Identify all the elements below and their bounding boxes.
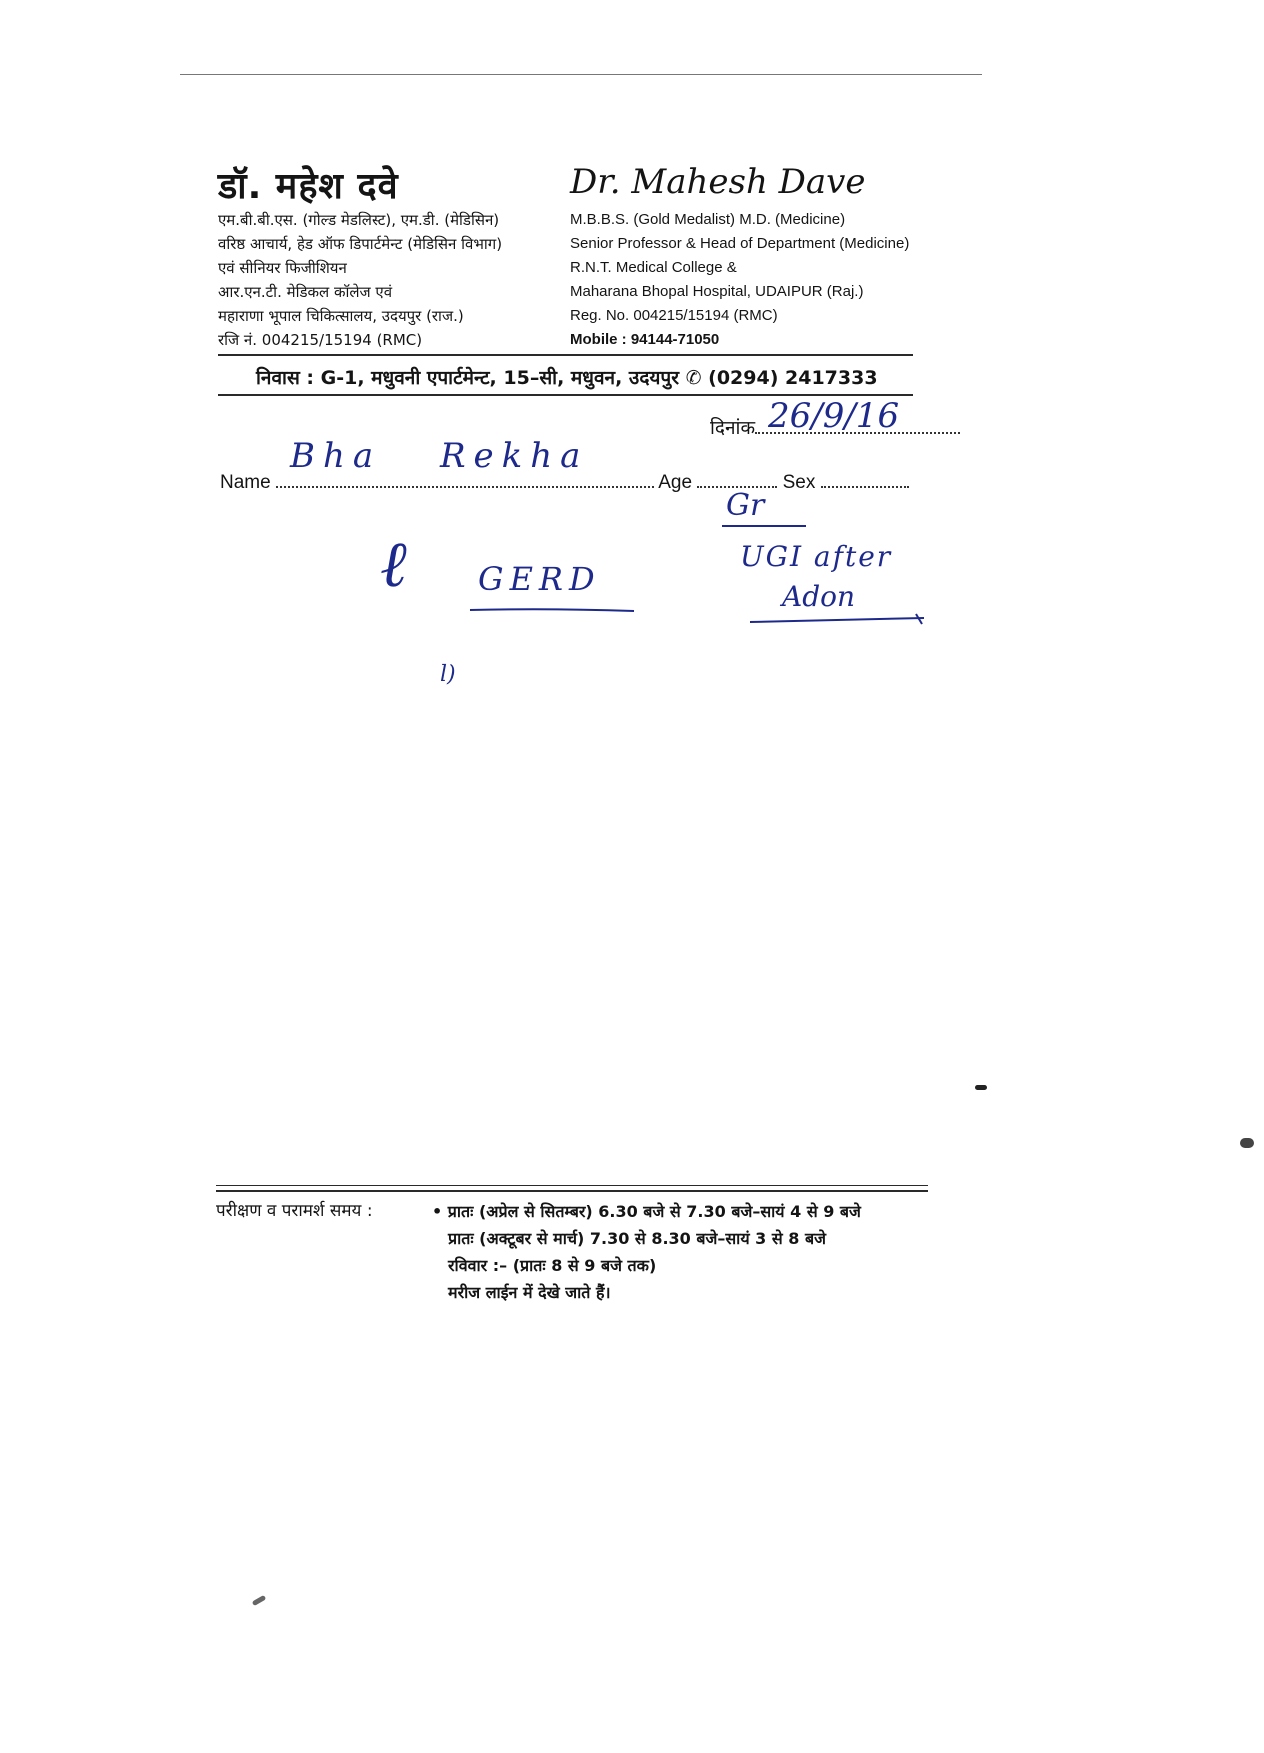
note-underline xyxy=(748,614,928,628)
diagnosis-underline xyxy=(468,606,638,614)
scan-speck xyxy=(975,1085,987,1090)
handwritten-note-line-1: UGI after xyxy=(740,540,893,573)
handwritten-note-line-2: Adon xyxy=(782,580,856,613)
footer-rule-thin xyxy=(216,1185,928,1186)
sex-note-underline xyxy=(720,522,810,530)
registration-english: Reg. No. 004215/15194 (RMC) xyxy=(570,307,778,324)
handwritten-patient-name: Bha Rekha xyxy=(290,436,589,476)
qualifications-hindi xyxy=(218,208,502,352)
qualifications-english xyxy=(570,208,909,352)
scan-speck xyxy=(1240,1138,1254,1148)
timing-line: प्रातः (अक्टूबर से मार्च) 7.30 से 8.30 बजे–सायं 3 से 8 बजे xyxy=(448,1229,826,1248)
qualification-line-english: R.N.T. Medical College & xyxy=(570,259,737,276)
sex-label: Sex xyxy=(782,472,816,493)
address-top-rule xyxy=(218,354,913,356)
name-label: Name xyxy=(220,472,271,493)
footer-rule-thick xyxy=(216,1190,928,1192)
timing-line: मरीज लाईन में देखे जाते हैं। xyxy=(448,1283,611,1302)
qualification-line-hindi: वरिष्ठ आचार्य, हेड ऑफ डिपार्टमेन्ट (मेडिसिन विभाग) xyxy=(218,235,503,253)
mobile-number: Mobile : 94144-71050 xyxy=(570,331,720,348)
qualification-line-hindi: एम.बी.बी.एस. (गोल्ड मेडलिस्ट), एम.डी. (मेडिसिन) xyxy=(218,211,500,229)
qualification-line-english: Senior Professor & Head of Department (Medicine) xyxy=(570,235,910,252)
timing-line: रविवार :– (प्रातः 8 से 9 बजे तक) xyxy=(448,1256,657,1275)
page-top-rule xyxy=(180,74,982,75)
doctor-name-hindi: डॉ. महेश दवे xyxy=(218,166,399,207)
sex-dots xyxy=(821,468,909,488)
handwritten-mark: l) xyxy=(440,662,456,687)
qualification-line-english: Maharana Bhopal Hospital, UDAIPUR (Raj.) xyxy=(570,283,864,300)
consultation-timing-label: परीक्षण व परामर्श समय : xyxy=(216,1201,373,1221)
age-dots xyxy=(697,468,777,488)
timing-line: • प्रातः (अप्रेल से सितम्बर) 6.30 बजे से 7.30 बजे–सायं 4 से 9 बजे xyxy=(432,1202,861,1221)
handwritten-diagnosis: GERD xyxy=(478,560,601,598)
handwritten-sex-note: Gr xyxy=(726,488,765,523)
age-label: Age xyxy=(658,472,693,493)
qualification-line-hindi: आर.एन.टी. मेडिकल कॉलेज एवं xyxy=(218,283,393,301)
handwritten-symbol: ℓ xyxy=(380,528,407,602)
qualification-line-english: M.B.B.S. (Gold Medalist) M.D. (Medicine) xyxy=(570,211,846,228)
consultation-timings xyxy=(432,1198,861,1306)
registration-hindi: रजि नं. 004215/15194 (RMC) xyxy=(218,331,423,349)
handwritten-date: 26/9/16 xyxy=(768,396,900,436)
qualification-line-hindi: एवं सीनियर फिजीशियन xyxy=(218,259,347,277)
scan-speck xyxy=(252,1595,267,1606)
residence-address: निवास : G-1, मधुवनी एपार्टमेन्ट, 15–सी, मधुवन, उदयपुर ✆ (0294) 2417333 xyxy=(256,367,878,389)
qualification-line-hindi: महाराणा भूपाल चिकित्सालय, उदयपुर (राज.) xyxy=(218,307,464,325)
doctor-name-english: Dr. Mahesh Dave xyxy=(570,162,866,202)
date-label: दिनांक xyxy=(710,417,756,439)
